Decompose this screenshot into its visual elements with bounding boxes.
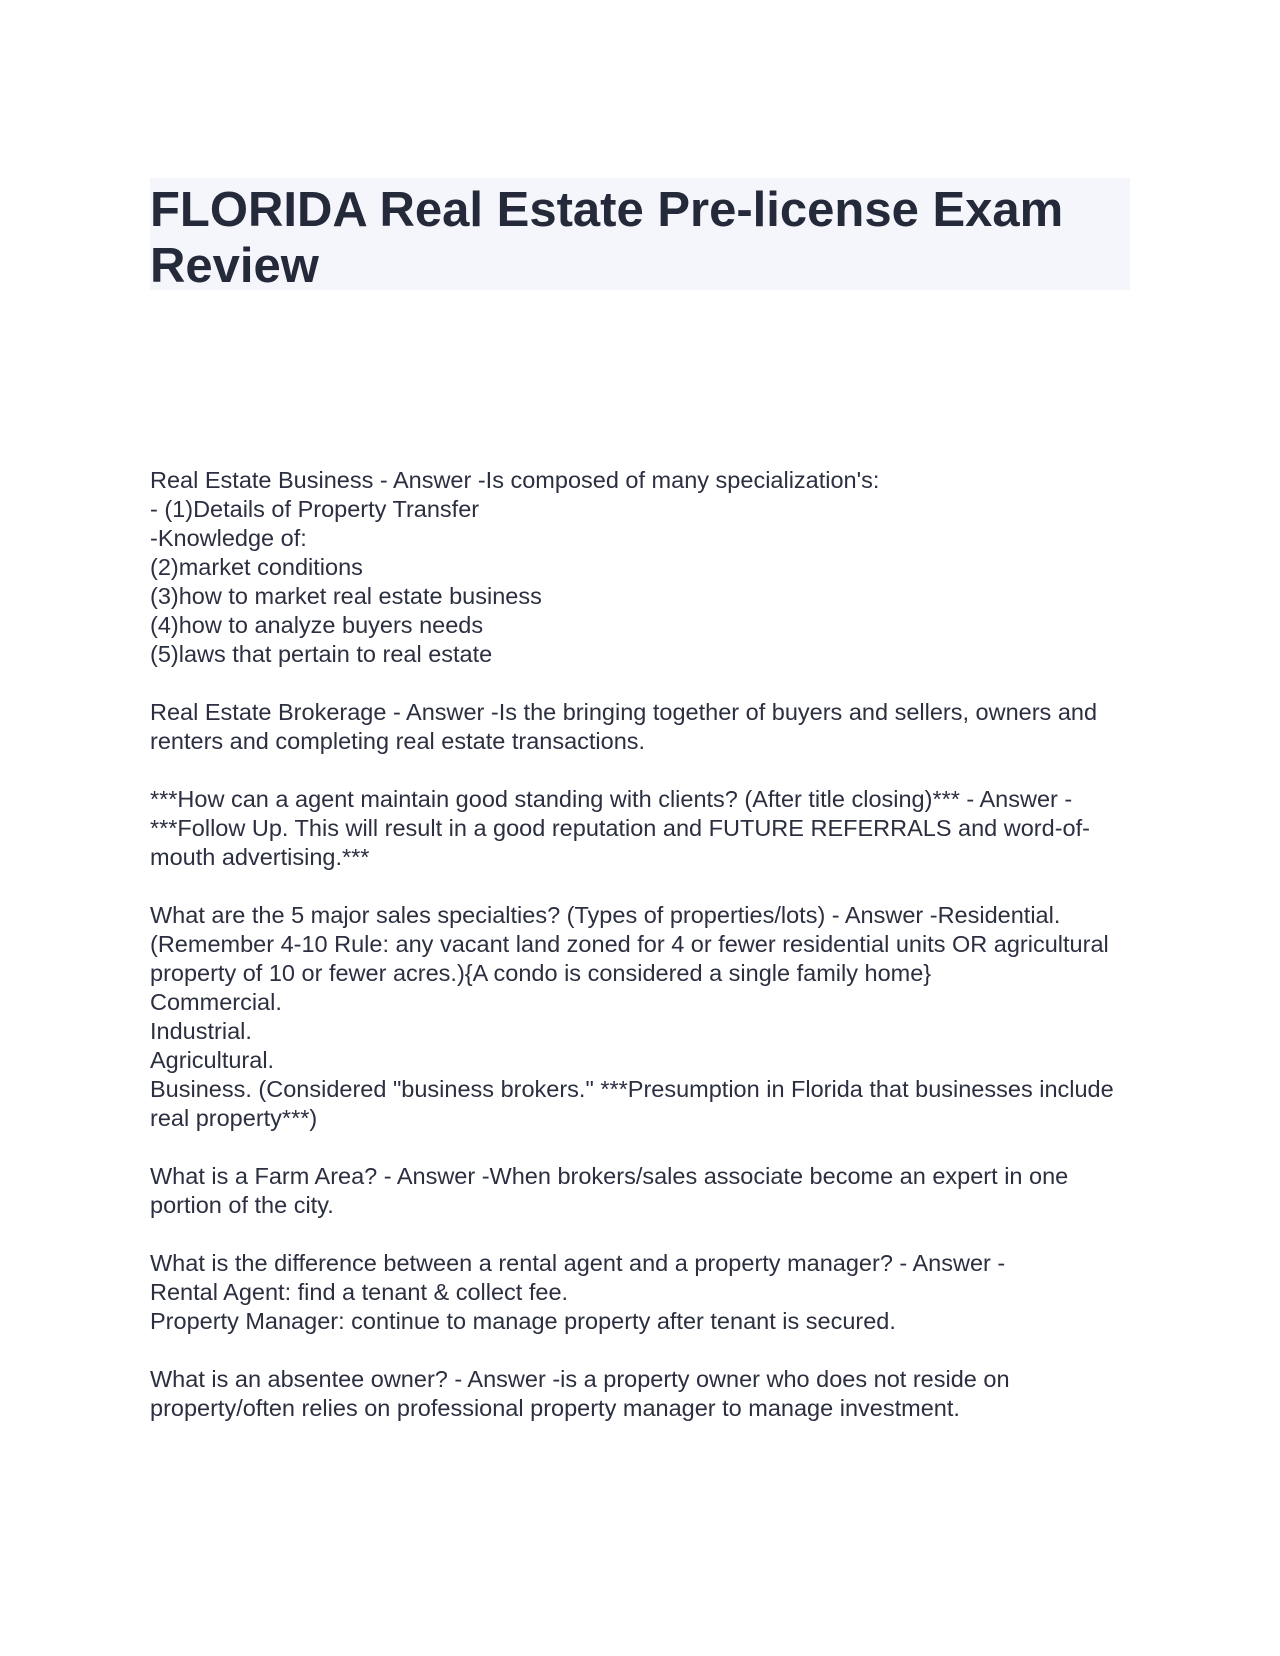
- qa-entry-good-standing: [150, 785, 1130, 872]
- entry-line: ***How can a agent maintain good standing with clients? (After title closing)*** - Answer -***Follow Up. This will result in a good reputation and FUTURE REFERRALS and word-of-mouth advertising.***: [150, 786, 1090, 870]
- qa-entry-rental-vs-manager: [150, 1249, 1130, 1336]
- entry-line: Agricultural.: [150, 1047, 275, 1073]
- qa-entry-business: [150, 466, 1130, 669]
- qa-entry-absentee-owner: [150, 1365, 1130, 1423]
- title-box: [150, 178, 1130, 293]
- entry-line: Commercial.: [150, 989, 282, 1015]
- entry-line: What are the 5 major sales specialties? (Types of properties/lots) - Answer -Residential. (Remember 4-10 Rule: any vacant land zoned for 4 or fewer residential units OR agricultural property of 10 or fewer acres.){A condo is considered a single family home}: [150, 902, 1116, 986]
- entry-line: What is the difference between a rental agent and a property manager? - Answer -: [150, 1250, 1006, 1276]
- entry-line: -Knowledge of:: [150, 525, 307, 551]
- entry-line: Real Estate Business - Answer -Is composed of many specialization's:: [150, 467, 880, 493]
- entry-line: Rental Agent: find a tenant & collect fee.: [150, 1279, 569, 1305]
- entry-line: (5)laws that pertain to real estate: [150, 641, 493, 667]
- entry-line: Business. (Considered "business brokers." ***Presumption in Florida that businesses include real property***): [150, 1076, 1121, 1131]
- document-header: [150, 178, 1130, 293]
- entry-line: (3)how to market real estate business: [150, 583, 542, 609]
- entry-line: Real Estate Brokerage - Answer -Is the bringing together of buyers and sellers, owners and renters and completing real estate transactions.: [150, 699, 1104, 754]
- entry-line: What is a Farm Area? - Answer -When brokers/sales associate become an expert in one portion of the city.: [150, 1163, 1075, 1218]
- entry-line: (2)market conditions: [150, 554, 363, 580]
- qa-entry-brokerage: [150, 698, 1130, 756]
- qa-entry-farm-area: [150, 1162, 1130, 1220]
- entry-line: (4)how to analyze buyers needs: [150, 612, 484, 638]
- document-body: [150, 466, 1130, 1452]
- entry-line: Property Manager: continue to manage property after tenant is secured.: [150, 1308, 896, 1334]
- qa-entry-sales-specialties: [150, 901, 1130, 1133]
- entry-line: What is an absentee owner? - Answer -is a property owner who does not reside on property/often relies on professional property manager to manage investment.: [150, 1366, 1017, 1421]
- entry-line: Industrial.: [150, 1018, 252, 1044]
- document-title: FLORIDA Real Estate Pre-license Exam Review: [150, 183, 1064, 293]
- entry-line: - (1)Details of Property Transfer: [150, 496, 480, 522]
